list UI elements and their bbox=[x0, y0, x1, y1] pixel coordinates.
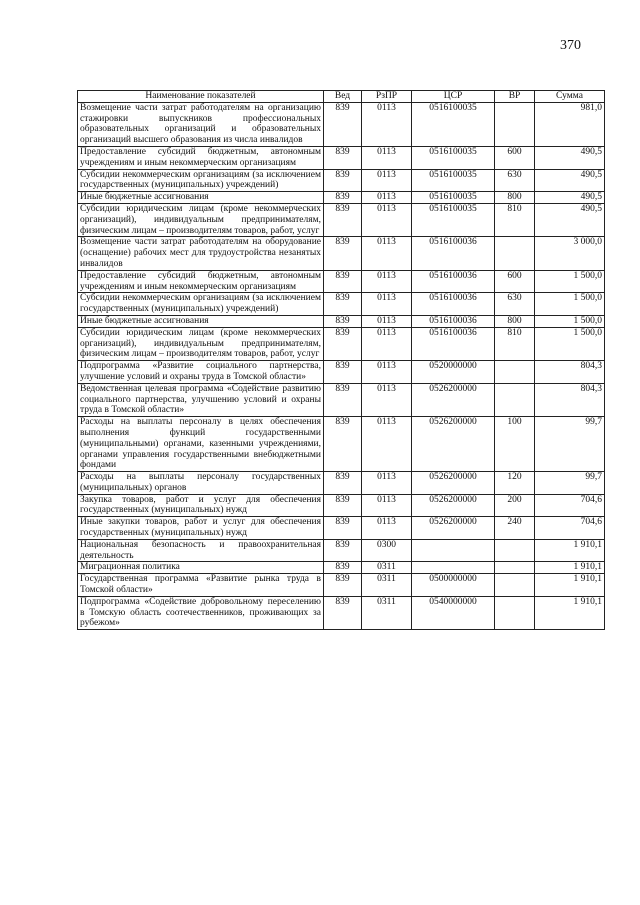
row-ved-cell: 839 bbox=[324, 327, 362, 360]
row-csr-cell: 0516100035 bbox=[412, 203, 495, 236]
table-row bbox=[78, 574, 605, 597]
row-sum-cell: 490,5 bbox=[535, 169, 605, 192]
row-name-cell: Возмещение части затрат работодателям на организацию стажировки выпускников профессиональных образовательных организаций и образовательных организаций высшего образования из числа инвалидов bbox=[78, 102, 324, 146]
row-name-cell: Национальная безопасность и правоохранительная деятельность bbox=[78, 539, 324, 562]
row-ved-cell: 839 bbox=[324, 472, 362, 495]
row-vr-cell: 600 bbox=[495, 146, 535, 169]
table-row bbox=[78, 327, 605, 360]
table-row bbox=[78, 417, 605, 472]
table-row bbox=[78, 192, 605, 204]
row-rzpr-cell: 0113 bbox=[362, 472, 412, 495]
row-sum-cell: 804,3 bbox=[535, 361, 605, 384]
row-csr-cell bbox=[412, 539, 495, 562]
row-vr-cell bbox=[495, 574, 535, 597]
row-rzpr-cell: 0113 bbox=[362, 361, 412, 384]
table-row bbox=[78, 315, 605, 327]
row-csr-cell: 0516100036 bbox=[412, 237, 495, 270]
row-ved-cell: 839 bbox=[324, 539, 362, 562]
row-csr-cell: 0526200000 bbox=[412, 517, 495, 540]
row-sum-cell: 1 910,1 bbox=[535, 596, 605, 629]
row-rzpr-cell: 0113 bbox=[362, 270, 412, 293]
row-csr-cell: 0516100035 bbox=[412, 169, 495, 192]
table-row bbox=[78, 270, 605, 293]
row-sum-cell: 1 910,1 bbox=[535, 539, 605, 562]
row-sum-cell: 804,3 bbox=[535, 383, 605, 416]
row-csr-cell: 0526200000 bbox=[412, 472, 495, 495]
column-header-rzpr: РзПР bbox=[362, 91, 412, 103]
row-sum-cell: 1 910,1 bbox=[535, 562, 605, 574]
row-ved-cell: 839 bbox=[324, 169, 362, 192]
row-rzpr-cell: 0113 bbox=[362, 315, 412, 327]
row-name-cell: Ведомственная целевая программа «Содействие развитию социального партнерства, улучшению условий и охраны труда в Томской области» bbox=[78, 383, 324, 416]
row-rzpr-cell: 0113 bbox=[362, 237, 412, 270]
row-name-cell: Подпрограмма «Развитие социального партнерства, улучшение условий и охраны труда в Томской области» bbox=[78, 361, 324, 384]
row-ved-cell: 839 bbox=[324, 203, 362, 236]
row-rzpr-cell: 0311 bbox=[362, 562, 412, 574]
row-ved-cell: 839 bbox=[324, 315, 362, 327]
table-row bbox=[78, 293, 605, 316]
row-rzpr-cell: 0311 bbox=[362, 596, 412, 629]
table-row bbox=[78, 472, 605, 495]
row-csr-cell: 0516100036 bbox=[412, 293, 495, 316]
row-sum-cell: 3 000,0 bbox=[535, 237, 605, 270]
row-ved-cell: 839 bbox=[324, 237, 362, 270]
row-vr-cell: 800 bbox=[495, 192, 535, 204]
table-row bbox=[78, 146, 605, 169]
row-vr-cell: 240 bbox=[495, 517, 535, 540]
row-sum-cell: 490,5 bbox=[535, 146, 605, 169]
table-header-row bbox=[78, 91, 605, 103]
table-row bbox=[78, 203, 605, 236]
row-csr-cell: 0500000000 bbox=[412, 574, 495, 597]
table-row bbox=[78, 517, 605, 540]
row-sum-cell: 1 500,0 bbox=[535, 270, 605, 293]
row-vr-cell bbox=[495, 237, 535, 270]
row-csr-cell: 0540000000 bbox=[412, 596, 495, 629]
row-vr-cell bbox=[495, 361, 535, 384]
row-vr-cell: 630 bbox=[495, 169, 535, 192]
row-rzpr-cell: 0113 bbox=[362, 203, 412, 236]
table-row bbox=[78, 596, 605, 629]
row-csr-cell: 0516100035 bbox=[412, 146, 495, 169]
row-vr-cell bbox=[495, 562, 535, 574]
row-vr-cell bbox=[495, 102, 535, 146]
row-name-cell: Субсидии юридическим лицам (кроме некоммерческих организаций), индивидуальным предпринимателям, физическим лицам – производителям товаров, работ, услуг bbox=[78, 203, 324, 236]
row-ved-cell: 839 bbox=[324, 596, 362, 629]
row-rzpr-cell: 0300 bbox=[362, 539, 412, 562]
row-sum-cell: 490,5 bbox=[535, 203, 605, 236]
row-vr-cell: 810 bbox=[495, 327, 535, 360]
row-name-cell: Субсидии юридическим лицам (кроме некоммерческих организаций), индивидуальным предпринимателям, физическим лицам – производителям товаров, работ, услуг bbox=[78, 327, 324, 360]
row-rzpr-cell: 0113 bbox=[362, 517, 412, 540]
row-vr-cell: 120 bbox=[495, 472, 535, 495]
row-vr-cell: 100 bbox=[495, 417, 535, 472]
row-vr-cell: 810 bbox=[495, 203, 535, 236]
row-name-cell: Предоставление субсидий бюджетным, автономным учреждениям и иным некоммерческим организациям bbox=[78, 270, 324, 293]
table-row bbox=[78, 494, 605, 517]
row-ved-cell: 839 bbox=[324, 562, 362, 574]
row-sum-cell: 704,6 bbox=[535, 494, 605, 517]
row-csr-cell: 0526200000 bbox=[412, 494, 495, 517]
row-sum-cell: 1 500,0 bbox=[535, 315, 605, 327]
row-sum-cell: 1 910,1 bbox=[535, 574, 605, 597]
row-name-cell: Подпрограмма «Содействие добровольному переселению в Томскую область соотечественников, проживающих за рубежом» bbox=[78, 596, 324, 629]
row-sum-cell: 704,6 bbox=[535, 517, 605, 540]
row-rzpr-cell: 0311 bbox=[362, 574, 412, 597]
row-vr-cell: 630 bbox=[495, 293, 535, 316]
row-ved-cell: 839 bbox=[324, 574, 362, 597]
row-name-cell: Расходы на выплаты персоналу государственных (муниципальных) органов bbox=[78, 472, 324, 495]
row-name-cell: Иные закупки товаров, работ и услуг для обеспечения государственных (муниципальных) нужд bbox=[78, 517, 324, 540]
row-rzpr-cell: 0113 bbox=[362, 146, 412, 169]
column-header-sum: Сумма bbox=[535, 91, 605, 103]
row-ved-cell: 839 bbox=[324, 146, 362, 169]
row-name-cell: Расходы на выплаты персоналу в целях обеспечения выполнения функций государственными (муниципальными) органами, казенными учреждениями, органами управления государственными внебюджетными фондами bbox=[78, 417, 324, 472]
row-name-cell: Иные бюджетные ассигнования bbox=[78, 192, 324, 204]
row-ved-cell: 839 bbox=[324, 517, 362, 540]
row-ved-cell: 839 bbox=[324, 293, 362, 316]
row-name-cell: Субсидии некоммерческим организациям (за исключением государственных (муниципальных) учреждений) bbox=[78, 169, 324, 192]
row-sum-cell: 490,5 bbox=[535, 192, 605, 204]
row-vr-cell bbox=[495, 539, 535, 562]
row-ved-cell: 839 bbox=[324, 192, 362, 204]
row-csr-cell: 0520000000 bbox=[412, 361, 495, 384]
column-header-csr: ЦСР bbox=[412, 91, 495, 103]
table-row bbox=[78, 237, 605, 270]
row-rzpr-cell: 0113 bbox=[362, 293, 412, 316]
row-csr-cell: 0516100035 bbox=[412, 192, 495, 204]
table-row bbox=[78, 562, 605, 574]
row-ved-cell: 839 bbox=[324, 361, 362, 384]
row-name-cell: Возмещение части затрат работодателям на оборудование (оснащение) рабочих мест для трудоустройства незанятых инвалидов bbox=[78, 237, 324, 270]
table-row bbox=[78, 361, 605, 384]
budget-table bbox=[77, 90, 605, 630]
row-ved-cell: 839 bbox=[324, 270, 362, 293]
row-ved-cell: 839 bbox=[324, 417, 362, 472]
row-ved-cell: 839 bbox=[324, 383, 362, 416]
row-vr-cell bbox=[495, 596, 535, 629]
row-csr-cell: 0526200000 bbox=[412, 383, 495, 416]
row-sum-cell: 99,7 bbox=[535, 417, 605, 472]
row-name-cell: Государственная программа «Развитие рынка труда в Томской области» bbox=[78, 574, 324, 597]
table-row bbox=[78, 383, 605, 416]
row-rzpr-cell: 0113 bbox=[362, 383, 412, 416]
row-ved-cell: 839 bbox=[324, 102, 362, 146]
column-header-ved: Вед bbox=[324, 91, 362, 103]
row-vr-cell: 200 bbox=[495, 494, 535, 517]
row-csr-cell: 0516100035 bbox=[412, 102, 495, 146]
row-rzpr-cell: 0113 bbox=[362, 327, 412, 360]
row-name-cell: Миграционная политика bbox=[78, 562, 324, 574]
row-vr-cell: 800 bbox=[495, 315, 535, 327]
row-csr-cell: 0516100036 bbox=[412, 315, 495, 327]
page-number: 370 bbox=[560, 38, 581, 53]
column-header-vr: ВР bbox=[495, 91, 535, 103]
row-csr-cell: 0526200000 bbox=[412, 417, 495, 472]
row-sum-cell: 99,7 bbox=[535, 472, 605, 495]
row-csr-cell: 0516100036 bbox=[412, 270, 495, 293]
row-csr-cell bbox=[412, 562, 495, 574]
table-row bbox=[78, 539, 605, 562]
row-vr-cell bbox=[495, 383, 535, 416]
row-sum-cell: 1 500,0 bbox=[535, 327, 605, 360]
table-row bbox=[78, 169, 605, 192]
row-ved-cell: 839 bbox=[324, 494, 362, 517]
row-name-cell: Субсидии некоммерческим организациям (за исключением государственных (муниципальных) учреждений) bbox=[78, 293, 324, 316]
column-header-name: Наименование показателей bbox=[78, 91, 324, 103]
row-vr-cell: 600 bbox=[495, 270, 535, 293]
row-rzpr-cell: 0113 bbox=[362, 192, 412, 204]
row-name-cell: Закупка товаров, работ и услуг для обеспечения государственных (муниципальных) нужд bbox=[78, 494, 324, 517]
row-csr-cell: 0516100036 bbox=[412, 327, 495, 360]
row-sum-cell: 981,0 bbox=[535, 102, 605, 146]
row-rzpr-cell: 0113 bbox=[362, 102, 412, 146]
row-rzpr-cell: 0113 bbox=[362, 494, 412, 517]
row-name-cell: Предоставление субсидий бюджетным, автономным учреждениям и иным некоммерческим организациям bbox=[78, 146, 324, 169]
row-rzpr-cell: 0113 bbox=[362, 169, 412, 192]
row-sum-cell: 1 500,0 bbox=[535, 293, 605, 316]
row-name-cell: Иные бюджетные ассигнования bbox=[78, 315, 324, 327]
table-row bbox=[78, 102, 605, 146]
row-rzpr-cell: 0113 bbox=[362, 417, 412, 472]
